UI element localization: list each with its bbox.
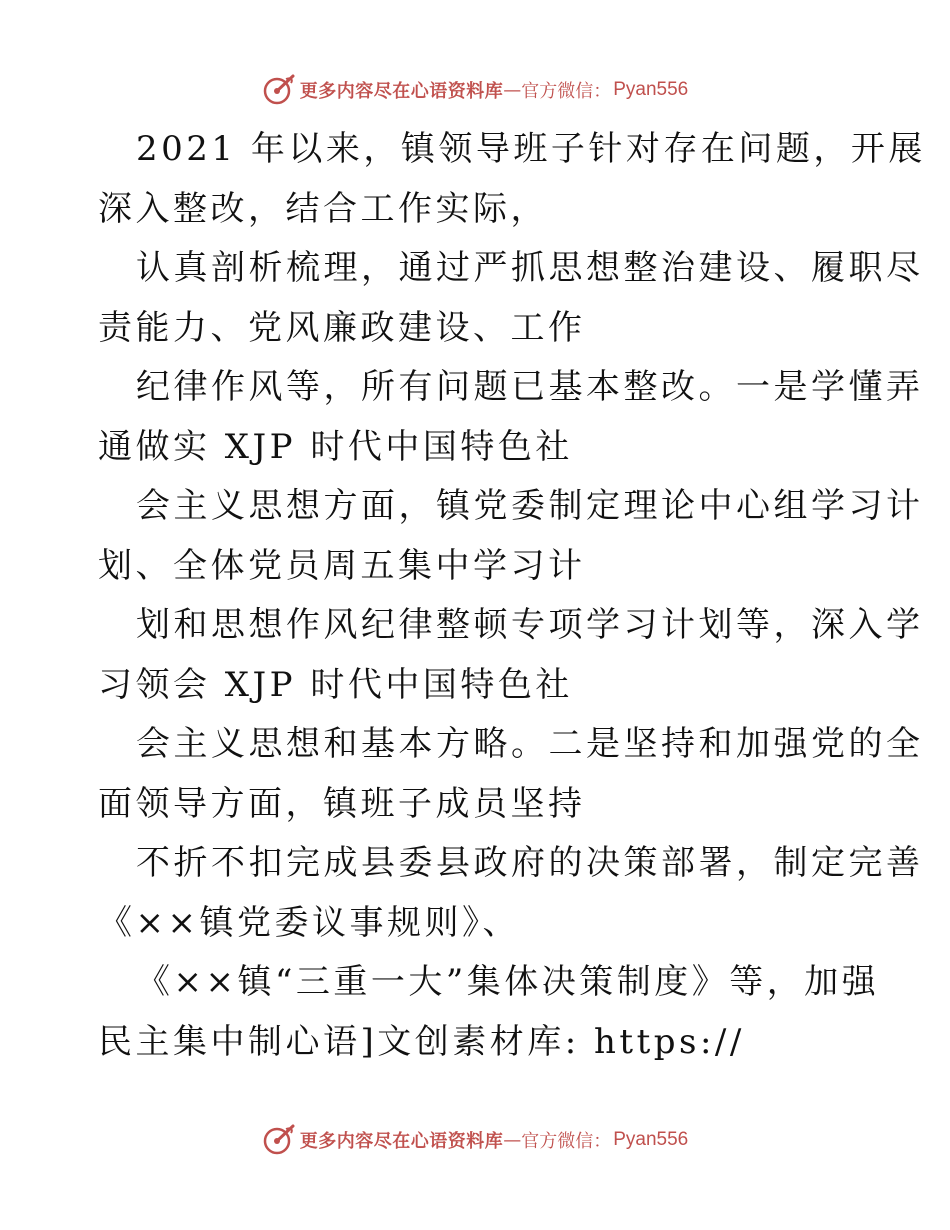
body-line: 会主义思想方面，镇党委制定理论中心组学习计: [136, 486, 924, 526]
body-line: 《××镇“三重一大”集体决策制度》等，加强: [136, 962, 880, 1002]
banner-wechat-handle: Pyan556: [613, 79, 689, 100]
banner-wechat-label: 官方微信：: [521, 1131, 612, 1152]
quill-seal-icon: [262, 73, 296, 107]
banner-separator: —: [503, 79, 522, 101]
body-line: 责能力、党风廉政建设、工作: [98, 307, 586, 348]
body-line: 划和思想作风纪律整顿专项学习计划等，深入学: [136, 605, 924, 645]
quill-seal-icon: [262, 1123, 296, 1157]
body-line: 面领导方面，镇班子成员坚持: [98, 783, 586, 824]
body-line: 民主集中制心语]文创素材库: https://: [98, 1021, 745, 1062]
header-banner: [0, 70, 950, 110]
body-line: 通做实 XJP 时代中国特色社: [98, 426, 573, 467]
banner-brand-text: 更多内容尽在心语资料库: [299, 1131, 504, 1152]
document-body: [98, 120, 926, 1072]
body-line: 会主义思想和基本方略。二是坚持和加强党的全: [136, 724, 924, 764]
banner-brand-text: 更多内容尽在心语资料库: [299, 81, 504, 102]
banner-separator: —: [503, 1129, 522, 1151]
body-line: 划、全体党员周五集中学习计: [98, 545, 586, 586]
footer-banner: [0, 1120, 950, 1160]
body-line: 认真剖析梳理，通过严抓思想整治建设、履职尽: [136, 248, 924, 288]
body-line: 习领会 XJP 时代中国特色社: [98, 664, 573, 705]
body-line: 《××镇党委议事规则》、: [98, 902, 520, 943]
body-line: 纪律作风等，所有问题已基本整改。一是学懂弄: [136, 367, 924, 407]
banner-wechat-label: 官方微信：: [521, 81, 612, 102]
body-line: 深入整改，结合工作实际，: [98, 188, 548, 229]
banner-wechat-handle: Pyan556: [613, 1129, 689, 1150]
body-line: 2021 年以来，镇领导班子针对存在问题，开展: [136, 129, 926, 169]
body-line: 不折不扣完成县委县政府的决策部署，制定完善: [136, 843, 924, 883]
